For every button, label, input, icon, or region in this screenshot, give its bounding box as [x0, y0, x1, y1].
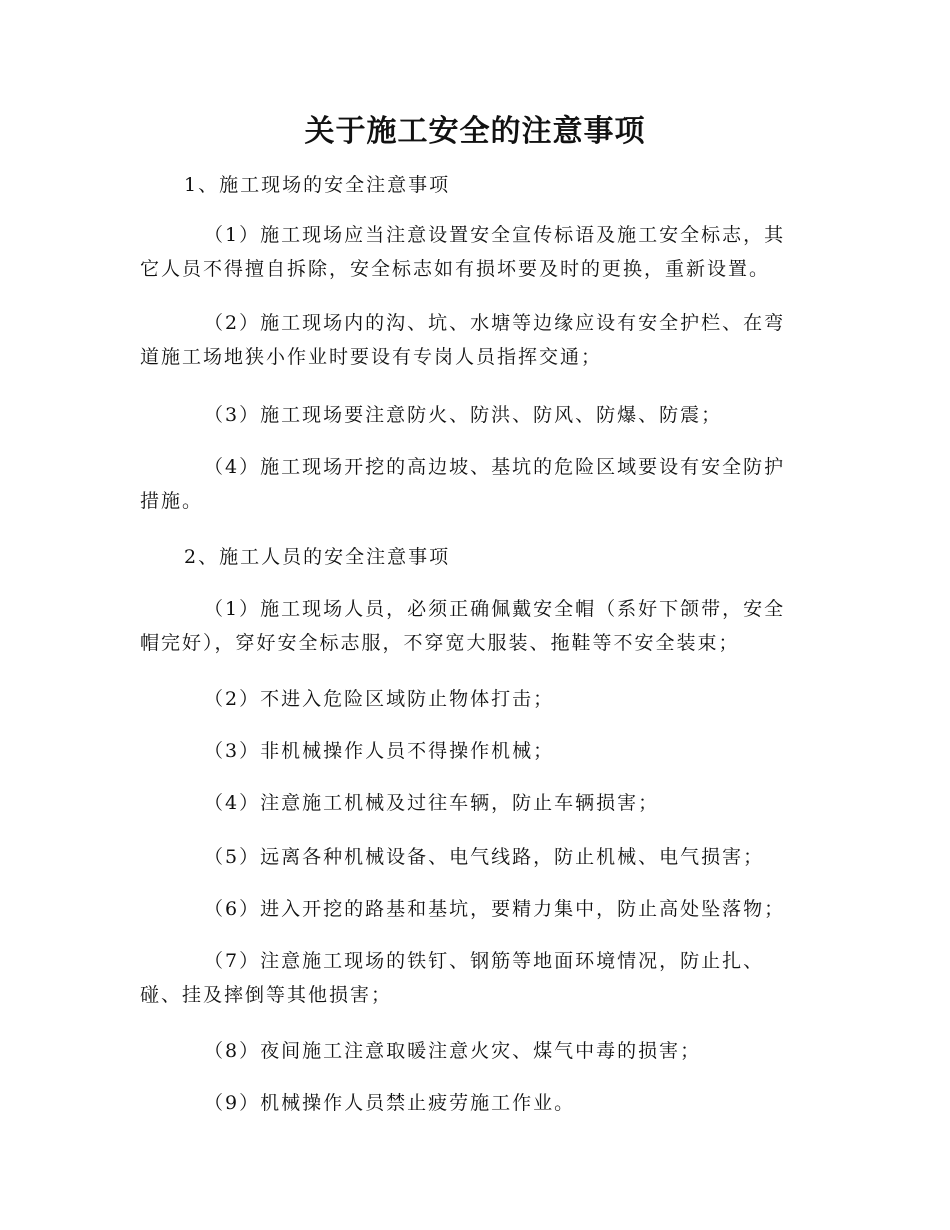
list-item: （2）施工现场内的沟、坑、水塘等边缘应设有安全护栏、在弯道施工场地狭小作业时要设有专岗人员指挥交通；: [140, 312, 786, 368]
list-item: （8）夜间施工注意取暖注意火灾、煤气中毒的损害；: [204, 1040, 702, 1062]
list-item: （2）不进入危险区域防止物体打击；: [204, 688, 555, 710]
section-heading: 2、施工人员的安全注意事项: [184, 546, 451, 568]
list-item: （1）施工现场应当注意设置安全宣传标语及施工安全标志，其它人员不得擅自拆除，安全标志如有损坏要及时的更换，重新设置。: [140, 224, 786, 280]
list-item: （4）施工现场开挖的高边坡、基坑的危险区域要设有安全防护措施。: [140, 456, 786, 512]
section-heading: 1、施工现场的安全注意事项: [184, 174, 451, 196]
list-item: （9）机械操作人员禁止疲劳施工作业。: [204, 1092, 576, 1114]
list-item: （3）非机械操作人员不得操作机械；: [204, 740, 555, 762]
list-item: （6）进入开挖的路基和基坑，要精力集中，防止高处坠落物；: [204, 898, 786, 920]
list-item: （7）注意施工现场的铁钉、钢筋等地面环境情况，防止扎、碰、挂及摔倒等其他损害；: [140, 950, 765, 1006]
document-title: 关于施工安全的注意事项: [304, 114, 646, 149]
list-item: （4）注意施工机械及过往车辆，防止车辆损害；: [204, 792, 660, 814]
list-item: （5）远离各种机械设备、电气线路，防止机械、电气损害；: [204, 846, 765, 868]
list-item: （3）施工现场要注意防火、防洪、防风、防爆、防震；: [204, 404, 723, 426]
list-item: （1）施工现场人员，必须正确佩戴安全帽（系好下颌带，安全帽完好），穿好安全标志服，不穿宽大服装、拖鞋等不安全装束；: [140, 598, 786, 654]
